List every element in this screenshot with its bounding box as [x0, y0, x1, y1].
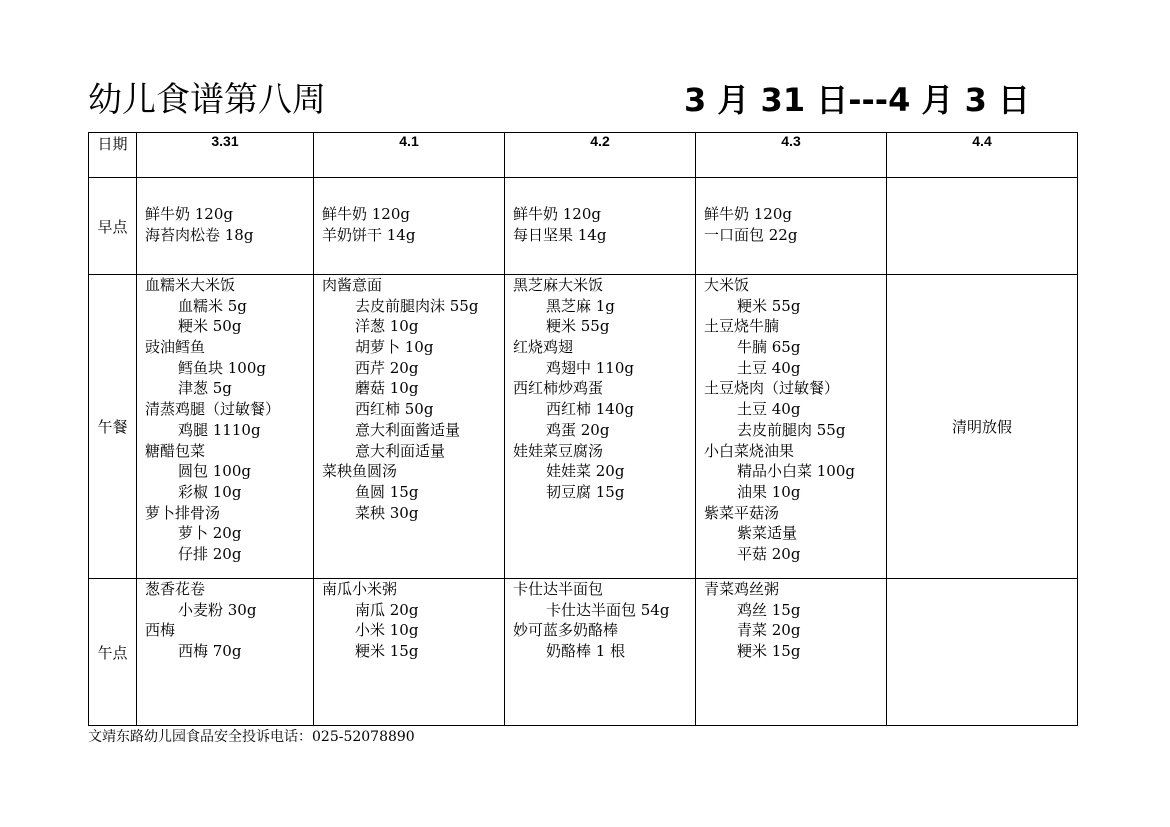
header-row — [89, 133, 1078, 178]
dish-name: 鲜牛奶 120g — [322, 205, 411, 223]
snack-cell — [696, 579, 887, 726]
header-day-2: 4.1 — [314, 133, 505, 178]
snack-cell — [314, 579, 505, 726]
ingredient-item: 鸡蛋 20g — [546, 420, 610, 439]
date-range: 3 月 31 日---4 月 3 日 — [684, 81, 1031, 119]
lunch-cell — [696, 275, 887, 579]
dish-name: 青菜鸡丝粥 — [704, 580, 780, 598]
ingredient-item: 小米 10g — [355, 621, 419, 640]
dish-name: 糖醋包菜 — [145, 441, 206, 460]
page-title: 幼儿食谱第八周 — [88, 80, 326, 120]
ingredient-item: 西红柿 50g — [355, 400, 434, 419]
dish-name: 黑芝麻大米饭 — [513, 276, 604, 294]
ingredient-item: 胡萝卜 10g — [355, 338, 434, 357]
ingredient-item: 西芹 20g — [355, 358, 419, 377]
breakfast-cell — [137, 178, 314, 275]
ingredient-item: 去皮前腿肉 55g — [737, 420, 846, 439]
dish-name: 葱香花卷 — [145, 580, 206, 598]
ingredient-item: 油果 10g — [737, 482, 801, 501]
ingredient-item: 精品小白菜 100g — [737, 462, 856, 481]
dish-name: 每日坚果 14g — [513, 225, 607, 244]
ingredient-item: 仔排 20g — [178, 544, 242, 563]
dish-name: 肉酱意面 — [322, 276, 383, 294]
ingredient-item: 牛腩 65g — [737, 338, 801, 357]
ingredient-item: 蘑菇 10g — [355, 379, 419, 398]
lunch-cell — [505, 275, 696, 579]
dish-name: 紫菜平菇汤 — [704, 503, 780, 522]
ingredient-item: 西红柿 140g — [546, 400, 635, 419]
dish-name: 土豆烧肉（过敏餐） — [704, 379, 840, 398]
dish-name: 红烧鸡翅 — [513, 338, 574, 357]
dish-name: 土豆烧牛腩 — [704, 317, 780, 336]
breakfast-cell — [314, 178, 505, 275]
ingredient-item: 粳米 50g — [178, 317, 242, 336]
ingredient-item: 娃娃菜 20g — [546, 462, 625, 481]
header-day-1: 3.31 — [137, 133, 314, 178]
dish-name: 萝卜排骨汤 — [145, 503, 221, 522]
ingredient-item: 小麦粉 30g — [178, 600, 257, 619]
snack-label: 午点 — [89, 579, 137, 726]
dish-name: 羊奶饼干 14g — [322, 225, 416, 244]
ingredient-item: 洋葱 10g — [355, 317, 419, 336]
header-date: 日期 — [89, 133, 137, 178]
menu-table — [88, 132, 1078, 726]
ingredient-item: 粳米 55g — [737, 296, 801, 315]
ingredient-item: 奶酪棒 1 根 — [546, 642, 626, 661]
ingredient-item: 彩椒 10g — [178, 482, 242, 501]
snack-cell — [505, 579, 696, 726]
ingredient-item: 土豆 40g — [737, 400, 801, 419]
ingredient-item: 卡仕达半面包 54g — [546, 600, 670, 619]
snack-cell — [887, 579, 1078, 726]
ingredient-item: 鳕鱼块 100g — [178, 358, 267, 377]
dish-name: 清蒸鸡腿（过敏餐） — [145, 400, 281, 419]
dish-name: 妙可蓝多奶酪棒 — [513, 621, 619, 640]
breakfast-label: 早点 — [89, 178, 137, 275]
lunch-label: 午餐 — [89, 275, 137, 579]
dish-name: 菜秧鱼圆汤 — [322, 462, 398, 481]
ingredient-item: 粳米 15g — [737, 642, 801, 661]
ingredient-item: 鸡腿 1110g — [178, 420, 261, 439]
ingredient-item: 平菇 20g — [737, 544, 801, 563]
ingredient-item: 黑芝麻 1g — [546, 296, 615, 315]
breakfast-cell — [887, 178, 1078, 275]
ingredient-item: 粳米 55g — [546, 317, 610, 336]
ingredient-item: 西梅 70g — [178, 642, 242, 661]
dish-name: 豉油鳕鱼 — [145, 338, 206, 357]
header-day-4: 4.3 — [696, 133, 887, 178]
dish-name: 血糯米大米饭 — [145, 276, 236, 294]
ingredient-item: 鱼圆 15g — [355, 482, 419, 501]
ingredient-item: 意大利面酱适量 — [355, 420, 461, 439]
dish-name: 大米饭 — [704, 276, 750, 294]
dish-name: 小白菜烧油果 — [704, 441, 795, 460]
ingredient-item: 青菜 20g — [737, 621, 801, 640]
header-day-5: 4.4 — [887, 133, 1078, 178]
breakfast-cell — [696, 178, 887, 275]
ingredient-item: 圆包 100g — [178, 462, 252, 481]
dish-name: 卡仕达半面包 — [513, 580, 604, 598]
ingredient-item: 菜秧 30g — [355, 503, 419, 522]
breakfast-cell — [505, 178, 696, 275]
dish-name: 海苔肉松卷 18g — [145, 225, 254, 244]
dish-name: 鲜牛奶 120g — [704, 205, 793, 223]
ingredient-item: 鸡翅中 110g — [546, 358, 635, 377]
breakfast-row — [89, 178, 1078, 275]
ingredient-item: 粳米 15g — [355, 642, 419, 661]
snack-cell — [137, 579, 314, 726]
ingredient-item: 南瓜 20g — [355, 600, 419, 619]
ingredient-item: 津葱 5g — [178, 379, 232, 398]
ingredient-item: 意大利面适量 — [355, 441, 446, 460]
lunch-row — [89, 275, 1078, 579]
complaint-hotline: 文靖东路幼儿园食品安全投诉电话：025-52078890 — [88, 729, 415, 745]
ingredient-item: 韧豆腐 15g — [546, 482, 625, 501]
snack-row — [89, 579, 1078, 726]
ingredient-item: 去皮前腿肉沫 55g — [355, 296, 479, 315]
dish-name: 一口面包 22g — [704, 225, 798, 244]
lunch-cell — [314, 275, 505, 579]
ingredient-item: 血糯米 5g — [178, 296, 247, 315]
dish-name: 娃娃菜豆腐汤 — [513, 441, 604, 460]
dish-name: 南瓜小米粥 — [322, 580, 398, 598]
ingredient-item: 土豆 40g — [737, 358, 801, 377]
lunch-cell — [137, 275, 314, 579]
ingredient-item: 紫菜适量 — [737, 524, 798, 543]
dish-name: 鲜牛奶 120g — [145, 205, 234, 223]
dish-name: 西红柿炒鸡蛋 — [513, 379, 604, 398]
ingredient-item: 萝卜 20g — [178, 524, 242, 543]
dish-name: 西梅 — [145, 621, 176, 640]
header-day-3: 4.2 — [505, 133, 696, 178]
dish-name: 鲜牛奶 120g — [513, 205, 602, 223]
holiday-note: 清明放假 — [887, 275, 1078, 579]
ingredient-item: 鸡丝 15g — [737, 600, 801, 619]
